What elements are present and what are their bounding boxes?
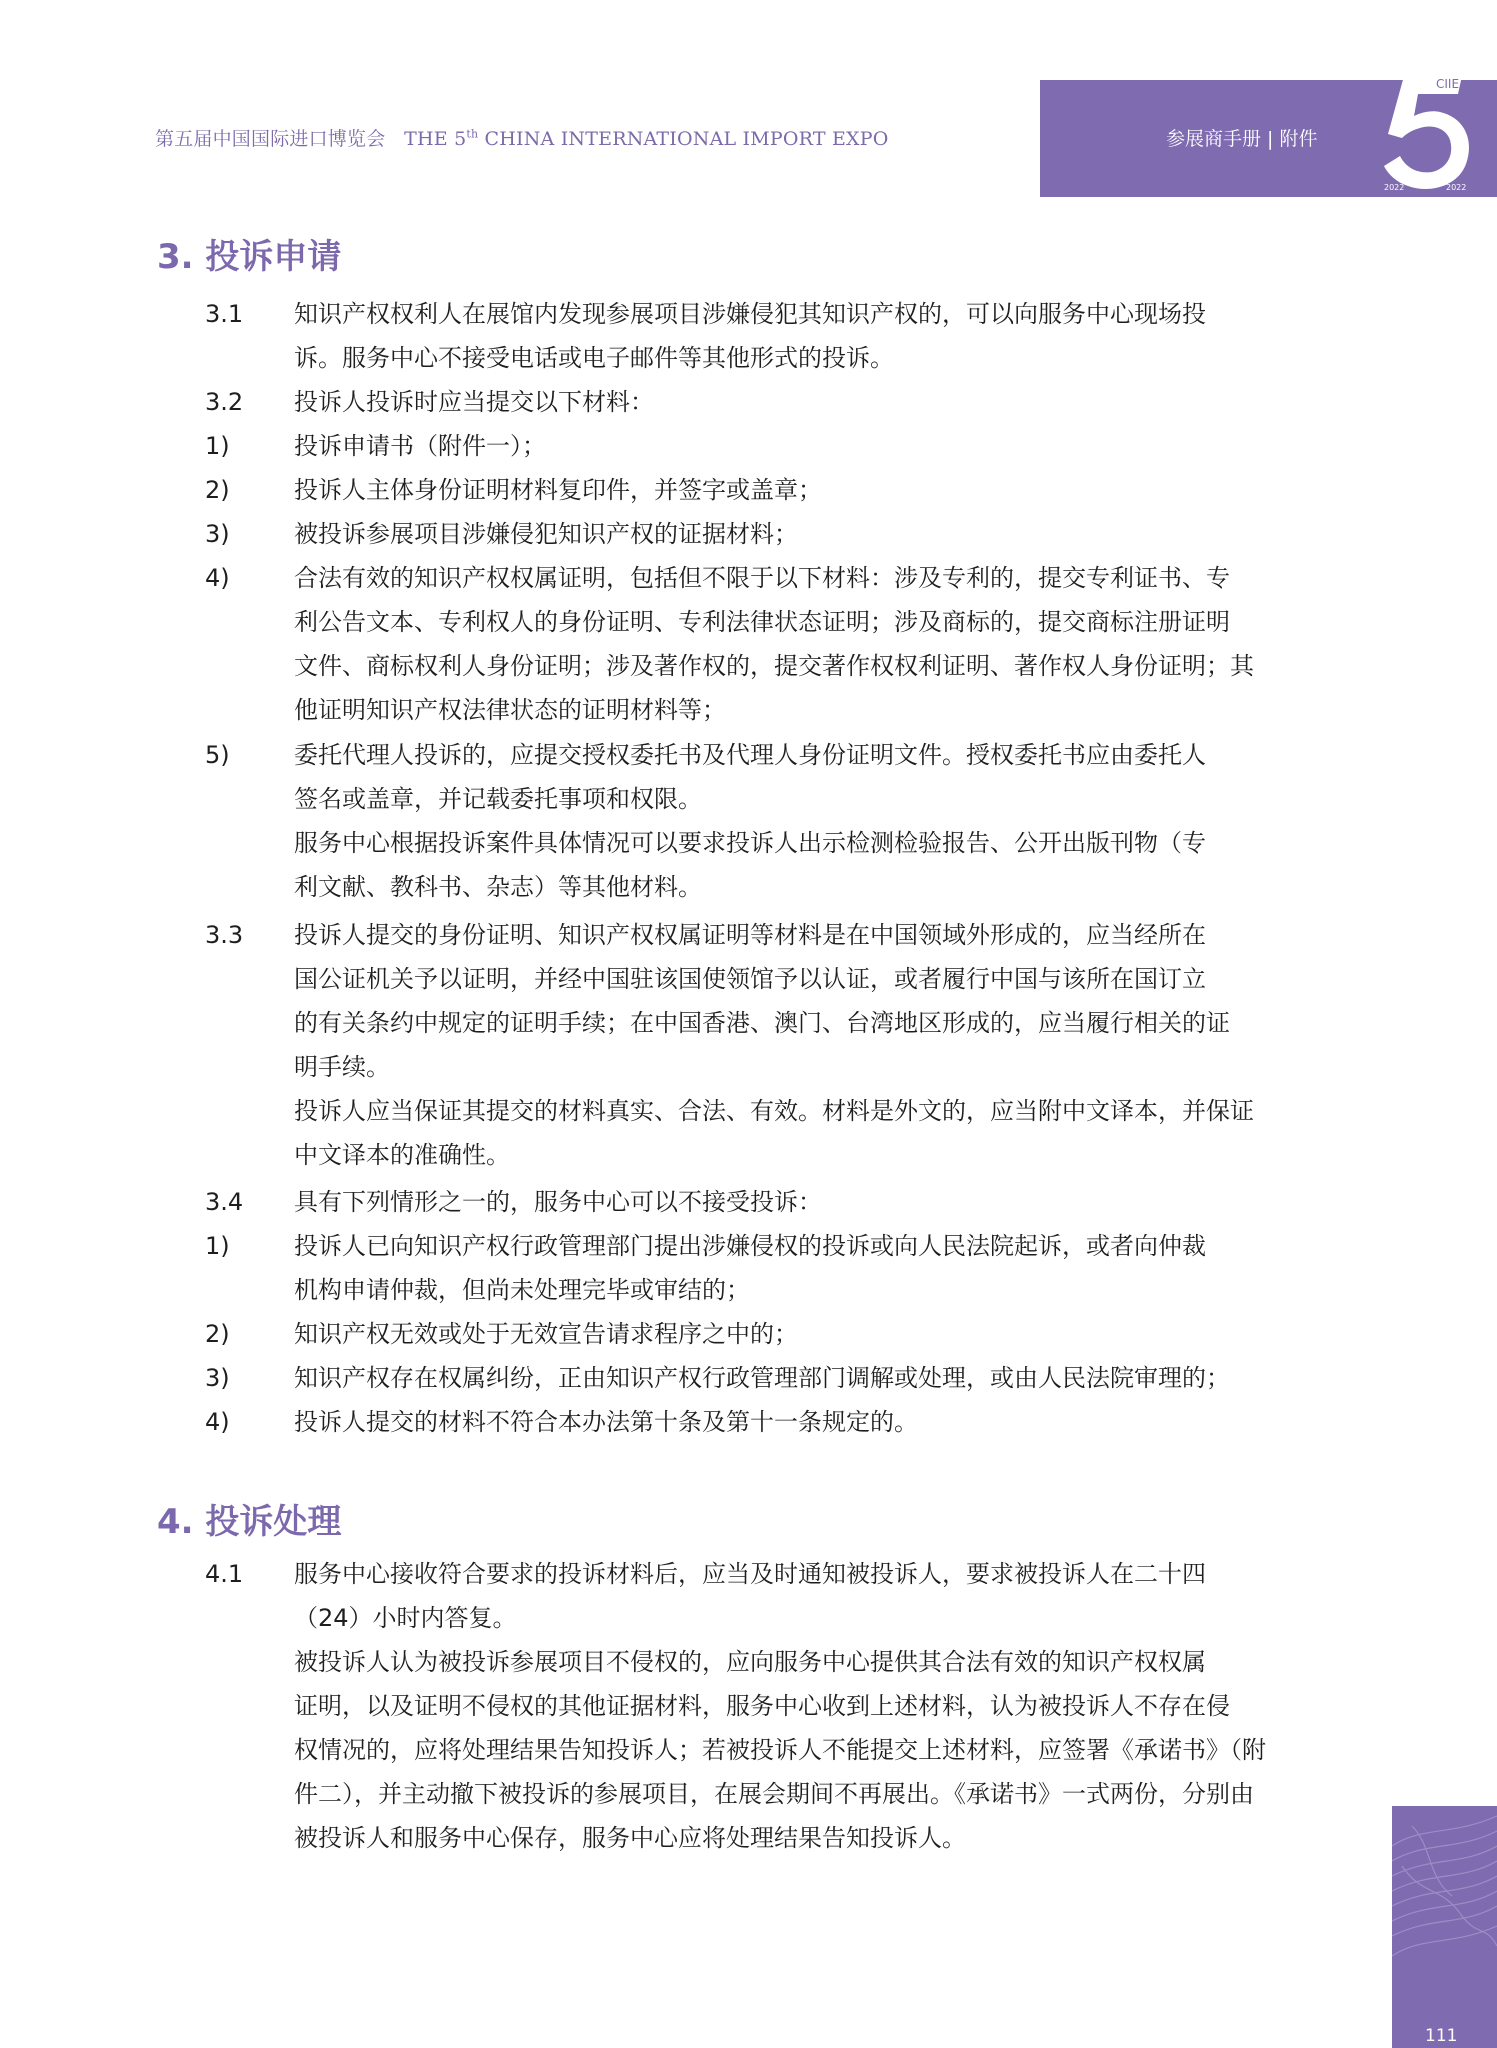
item-line: 知识产权存在权属纠纷，正由知识产权行政管理部门调解或处理，或由人民法院审理的； [294,1364,1230,1392]
item-text [294,733,1342,909]
clause-line: 被投诉人和服务中心保存，服务中心应将处理结果告知投诉人。 [294,1824,966,1852]
section-title-complaint-application: 3. 投诉申请 [157,237,342,277]
item-number: 4) [205,564,230,592]
clause-line: 中文译本的准确性。 [294,1141,510,1169]
item-line: 知识产权无效或处于无效宣告请求程序之中的； [294,1320,798,1348]
side-decoration [1392,1806,1497,2048]
clause-line: 具有下列情形之一的，服务中心可以不接受投诉： [294,1188,822,1216]
clause-line: 知识产权权利人在展馆内发现参展项目涉嫌侵犯其知识产权的，可以向服务中心现场投 [294,300,1206,328]
item-line: 机构申请仲裁，但尚未处理完毕或审结的； [294,1276,750,1304]
clause-line: 的有关条约中规定的证明手续；在中国香港、澳门、台湾地区形成的，应当履行相关的证 [294,1009,1230,1037]
item-line: 投诉人主体身份证明材料复印件，并签字或盖章； [294,476,822,504]
clause-line: （24）小时内答复。 [294,1604,517,1632]
running-header [155,124,889,151]
page-number: 111 [1425,2026,1458,2046]
clause-text [294,380,1342,424]
clause-number: 4.1 [205,1560,244,1588]
item-number: 3) [205,520,230,548]
clause-line: 权情况的，应将处理结果告知投诉人；若被投诉人不能提交上述材料，应签署《承诺书》（附 [294,1736,1266,1764]
item-line: 利文献、教科书、杂志）等其他材料。 [294,873,702,901]
clause-text [294,1180,1342,1224]
clause-line: 件二），并主动撤下被投诉的参展项目，在展会期间不再展出。《承诺书》一式两份，分别由 [294,1780,1254,1808]
item-number: 2) [205,476,230,504]
item-line: 他证明知识产权法律状态的证明材料等； [294,696,726,724]
header-title-cn: 第五届中国国际进口博览会 [155,128,386,150]
header-title-en-sup: th [466,127,479,141]
item-number: 5) [205,741,230,769]
section-title-complaint-handling: 4. 投诉处理 [157,1502,342,1542]
clause-line: 服务中心接收符合要求的投诉材料后，应当及时通知被投诉人，要求被投诉人在二十四 [294,1560,1206,1588]
item-line: 文件、商标权利人身份证明；涉及著作权的，提交著作权权利证明、著作权人身份证明；其 [294,652,1254,680]
clause-line: 国公证机关予以证明，并经中国驻该国使领馆予以认证，或者履行中国与该所在国订立 [294,965,1206,993]
item-line: 被投诉参展项目涉嫌侵犯知识产权的证据材料； [294,520,798,548]
item-line: 签名或盖章，并记载委托事项和权限。 [294,785,702,813]
header-title-en-suffix: CHINA INTERNATIONAL IMPORT EXPO [478,128,889,150]
clause-line: 被投诉人认为被投诉参展项目不侵权的，应向服务中心提供其合法有效的知识产权权属 [294,1648,1206,1676]
clause-line: 证明，以及证明不侵权的其他证据材料，服务中心收到上述材料，认为被投诉人不存在侵 [294,1692,1230,1720]
clause-line: 投诉人投诉时应当提交以下材料： [294,388,654,416]
item-line: 投诉人提交的材料不符合本办法第十条及第十一条规定的。 [294,1408,918,1436]
clause-line: 投诉人应当保证其提交的材料真实、合法、有效。材料是外文的，应当附中文译本，并保证 [294,1097,1254,1125]
header-title-en-prefix: THE 5 [404,128,467,150]
clause-number: 3.2 [205,388,244,416]
ciie-5-logo [1374,68,1478,192]
item-line: 利公告文本、专利权人的身份证明、专利法律状态证明；涉及商标的，提交商标注册证明 [294,608,1230,636]
item-text [294,1356,1342,1400]
clause-line: 投诉人提交的身份证明、知识产权权属证明等材料是在中国领域外形成的，应当经所在 [294,921,1206,949]
clause-number: 3.3 [205,921,244,949]
item-text [294,468,1342,512]
item-text [294,1312,1342,1356]
clause-text [294,1552,1342,1860]
item-line: 委托代理人投诉的，应提交授权委托书及代理人身份证明文件。授权委托书应由委托人 [294,741,1206,769]
item-line: 投诉人已向知识产权行政管理部门提出涉嫌侵权的投诉或向人民法院起诉，或者向仲裁 [294,1232,1206,1260]
item-text [294,424,1342,468]
header-band [1040,77,1497,197]
item-number: 4) [205,1408,230,1436]
item-text [294,1224,1342,1312]
logo-year-right: 2022 [1446,183,1467,192]
clause-line: 诉。服务中心不接受电话或电子邮件等其他形式的投诉。 [294,344,894,372]
item-line: 服务中心根据投诉案件具体情况可以要求投诉人出示检测检验报告、公开出版刊物（专 [294,829,1206,857]
clause-line: 明手续。 [294,1053,390,1081]
item-number: 3) [205,1364,230,1392]
clause-text [294,913,1342,1177]
clause-number: 3.4 [205,1188,244,1216]
clause-number: 3.1 [205,300,244,328]
item-number: 1) [205,1232,230,1260]
wave-pattern-icon [1392,1806,1497,2048]
item-text [294,512,1342,556]
item-text [294,1400,1342,1444]
item-line: 合法有效的知识产权权属证明，包括但不限于以下材料：涉及专利的，提交专利证书、专 [294,564,1230,592]
logo-year-left: 2022 [1384,183,1405,192]
clause-text [294,292,1342,380]
section-label: 参展商手册 | 附件 [1166,128,1318,150]
item-number: 2) [205,1320,230,1348]
item-text [294,556,1342,732]
logo-text: CIIE [1436,77,1460,91]
item-line: 投诉申请书（附件一）； [294,432,546,460]
item-number: 1) [205,432,230,460]
